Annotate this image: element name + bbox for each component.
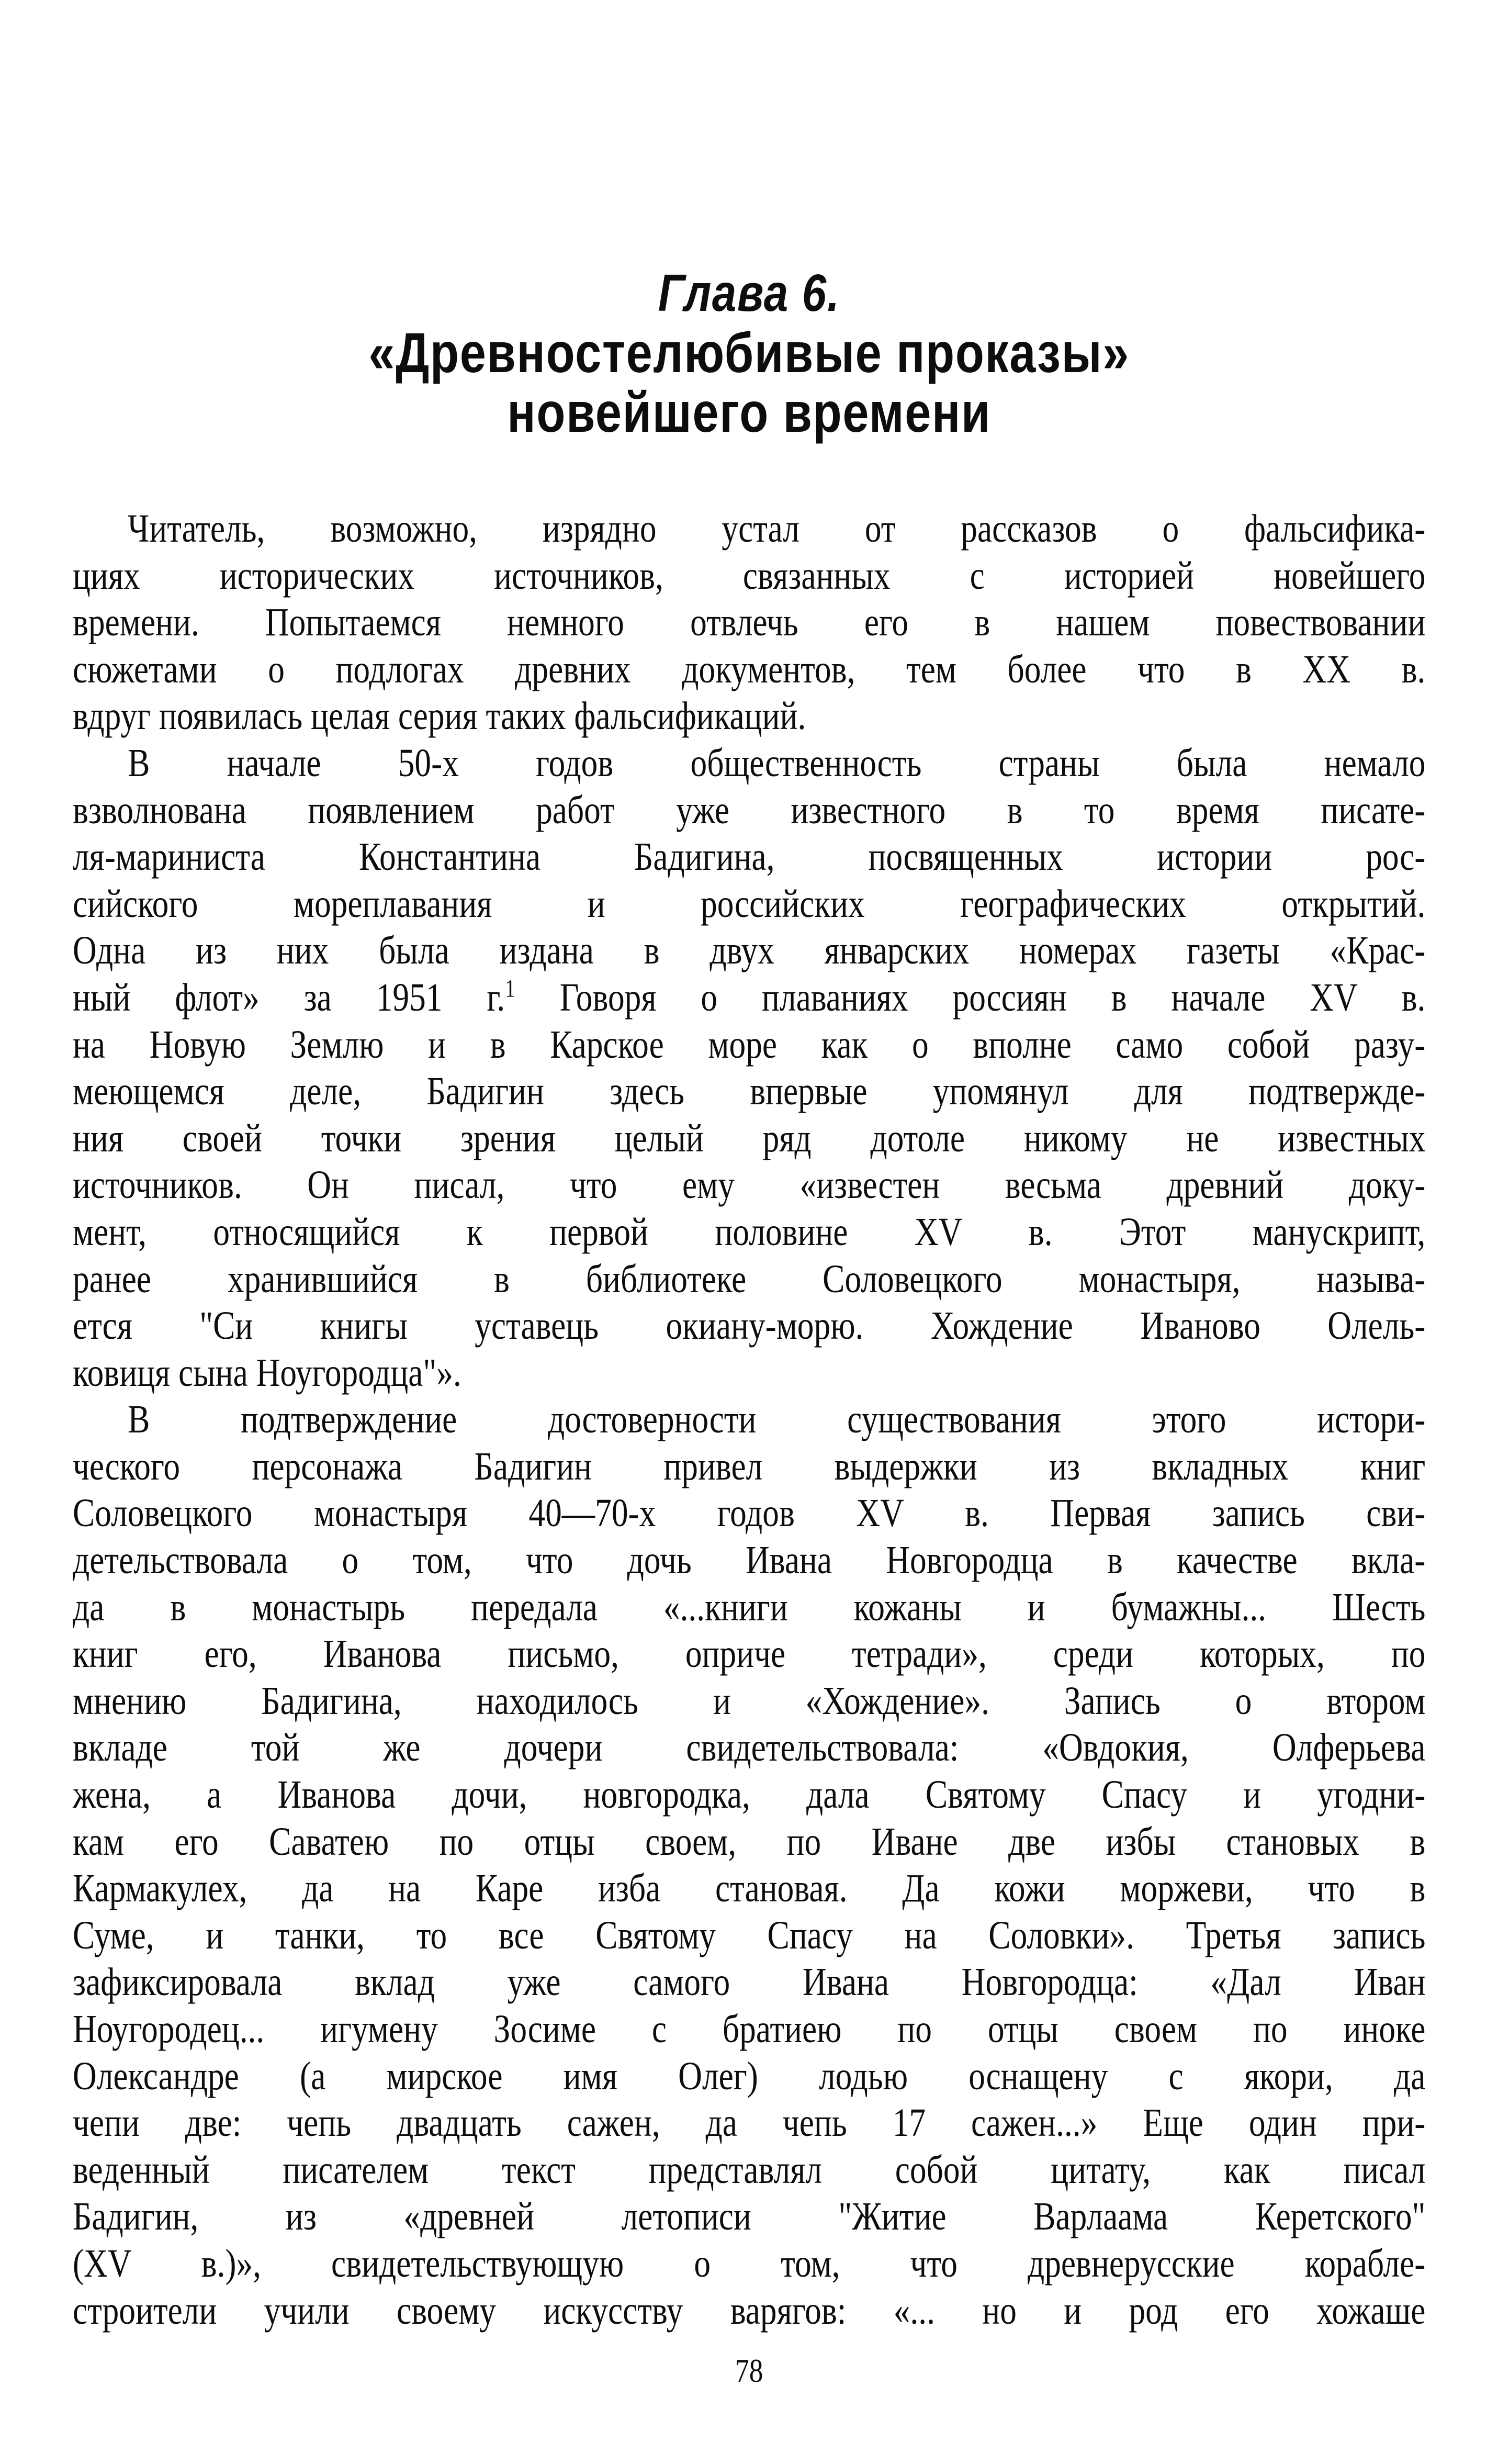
text-line: сюжетами о подлогах древних документов, тем более что в XX в.	[73, 647, 1426, 691]
text-line: ния своей точки зрения целый ряд дотоле никому не известных	[73, 1116, 1426, 1160]
text-line: Суме, и танки, то все Святому Спасу на Соловки». Третья запись	[73, 1913, 1426, 1957]
text-line: Читатель, возможно, изрядно устал от рассказов о фальсифика-	[128, 507, 1426, 551]
text-line: Бадигин, из «древней летописи "Житие Варлаама Керетского"	[73, 2194, 1426, 2239]
text-line: мент, относящийся к первой половине XV в. Этот манускрипт,	[73, 1209, 1426, 1254]
text-line: В начале 50-х годов общественность страны была немало	[128, 741, 1426, 785]
text-line: вдруг появилась целая серия таких фальсификаций.	[73, 694, 806, 738]
text-segment: Говоря о плаваниях россиян в начале XV в.	[515, 975, 1426, 1020]
text-line: Соловецкого монастыря 40—70-х годов XV в. Первая запись сви-	[73, 1491, 1426, 1536]
text-line: кам его Саватею по отцы своем, по Иване две избы становых в	[73, 1819, 1426, 1864]
text-line: книг его, Иванова письмо, оприче тетради», среди которых, по	[73, 1632, 1426, 1676]
text-line: мнению Бадигина, находилось и «Хождение». Запись о втором	[73, 1678, 1426, 1723]
footnote-marker: 1	[505, 975, 515, 1003]
text-line: Одна из них была издана в двух январских номерах газеты «Крас-	[73, 928, 1426, 973]
text-line: ется "Си книгы уставець окиану-морю. Хождение Иваново Олель-	[73, 1304, 1426, 1348]
text-line: детельствовала о том, что дочь Ивана Новгородца в качестве вкла-	[73, 1538, 1426, 1583]
text-line: Кармакулех, да на Каре изба становая. Да кожи моржеви, что в	[73, 1866, 1426, 1911]
text-line: вкладе той же дочери свидетельствовала: «Овдокия, Олферьева	[73, 1726, 1426, 1770]
text-line: В подтверждение достоверности существования этого истори-	[128, 1397, 1426, 1442]
text-line: Ноугородец... игумену Зосиме с братиею по отцы своем по иноке	[73, 2007, 1426, 2051]
text-line: (XV в.)», свидетельствующую о том, что древнерусские корабле-	[73, 2241, 1426, 2286]
paragraph-3	[73, 1396, 1425, 2334]
text-line: на Новую Землю и в Карское море как о вполне само собой разу-	[73, 1022, 1426, 1067]
text-line: времени. Попытаемся немного отвлечь его в нашем повествовании	[73, 600, 1426, 645]
text-line: строители учили своему искусству варягов: «... но и род его хожаше	[73, 2288, 1426, 2333]
page-number: 78	[735, 2352, 763, 2389]
text-line: веденный писателем текст представлял собой цитату, как писал	[73, 2147, 1426, 2192]
text-line: ля-мариниста Константина Бадигина, посвященных истории рос-	[73, 835, 1426, 879]
chapter-heading	[73, 263, 1425, 442]
chapter-title-line-1: «Древностелюбивые проказы»	[368, 321, 1130, 384]
text-line: ранее хранившийся в библиотеке Соловецкого монастыря, называ-	[73, 1257, 1426, 1301]
chapter-number: Глава 6.	[658, 264, 840, 322]
text-line: жена, а Иванова дочи, новгородка, дала Святому Спасу и угодни-	[73, 1773, 1426, 1817]
body-text	[73, 506, 1425, 2334]
text-line: да в монастырь передала «...книги кожаны и бумажны... Шесть	[73, 1585, 1426, 1629]
text-line: взволнована появлением работ уже известного в то время писате-	[73, 788, 1426, 832]
chapter-title-line-2: новейшего времени	[507, 380, 992, 444]
paragraph-2	[73, 740, 1425, 1396]
text-line: ческого персонажа Бадигин привел выдержки из вкладных книг	[73, 1444, 1426, 1488]
text-line: сийского мореплавания и российских географических открытий.	[73, 881, 1426, 926]
text-line: меющемся деле, Бадигин здесь впервые упомянул для подтвержде-	[73, 1069, 1426, 1114]
text-line-with-footnote	[73, 975, 1425, 1022]
text-segment: ный флот» за 1951 г.	[73, 975, 505, 1020]
paragraph-1	[73, 506, 1425, 740]
text-line: Олександре (а мирское имя Олег) лодью оснащену с якори, да	[73, 2054, 1426, 2098]
text-line: ковиця сына Ноугородца"».	[73, 1350, 461, 1395]
text-line: источников. Он писал, что ему «известен весьма древний доку-	[73, 1163, 1426, 1207]
text-line: зафиксировала вклад уже самого Ивана Новгородца: «Дал Иван	[73, 1960, 1426, 2004]
text-line: чепи две: чепь двадцать сажен, да чепь 17 сажен...» Еще один при-	[73, 2101, 1426, 2145]
text-line: циях исторических источников, связанных с историей новейшего	[73, 553, 1426, 598]
